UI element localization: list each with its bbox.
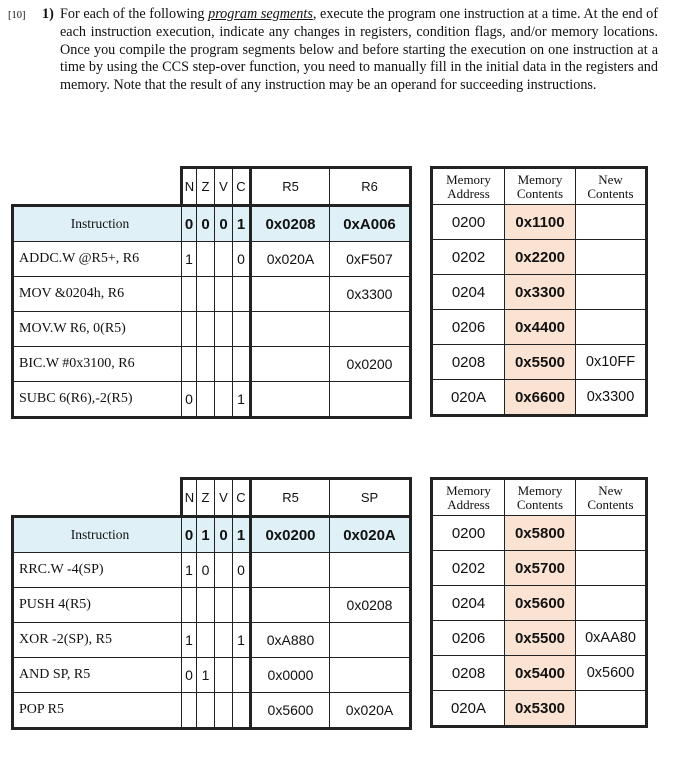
memory-contents-cell: 0x4400 [505,310,576,345]
instruction-cell: MOV &0204h, R6 [13,277,182,312]
flag-c-cell: 1 [233,382,251,418]
register-header: R6 [330,168,411,206]
register-header: R5 [251,168,330,206]
flag-n-cell [182,693,197,729]
memory-contents-header: Memory Contents [505,479,576,516]
new-contents-cell [576,586,647,621]
memory-address-cell: 0202 [432,240,505,275]
flag-header-c: C [233,168,251,206]
flag-n-cell: 0 [182,658,197,693]
flag-v-cell [215,588,233,623]
flag-c-cell: 1 [233,206,251,242]
flag-z-cell [197,588,215,623]
new-contents-header: New Contents [576,168,647,205]
new-contents-cell: 0xAA80 [576,621,647,656]
instruction-header: Instruction [13,206,182,242]
new-contents-cell [576,275,647,310]
register-cell [251,347,330,382]
flag-header-v: V [215,479,233,517]
flag-v-cell [215,277,233,312]
new-contents-cell: 0x3300 [576,380,647,416]
flag-c-cell [233,693,251,729]
memory-address-cell: 0206 [432,621,505,656]
memory-contents-cell: 0x6600 [505,380,576,416]
memory-contents-cell: 0x5500 [505,345,576,380]
memory-contents-cell: 0x5600 [505,586,576,621]
flag-c-cell [233,658,251,693]
register-header: R5 [251,479,330,517]
instruction-cell: SUBC 6(R6),-2(R5) [13,382,182,418]
memory-address-cell: 0204 [432,586,505,621]
instruction-cell: RRC.W -4(SP) [13,553,182,588]
memory-address-cell: 0202 [432,551,505,586]
memory-contents-cell: 0x2200 [505,240,576,275]
memory-contents-cell: 0x5700 [505,551,576,586]
question-emphasis: program segments [208,6,313,22]
memory-contents-cell: 0x5800 [505,516,576,551]
memory-address-cell: 0208 [432,656,505,691]
register-cell [251,553,330,588]
register-cell: 0x020A [330,517,411,553]
new-contents-cell [576,310,647,345]
register-cell [330,312,411,347]
register-cell [330,658,411,693]
memory-address-cell: 020A [432,380,505,416]
register-cell [251,588,330,623]
instruction-cell: PUSH 4(R5) [13,588,182,623]
register-cell [330,382,411,418]
register-cell [251,382,330,418]
flag-v-cell: 0 [215,206,233,242]
new-contents-cell: 0x10FF [576,345,647,380]
instruction-cell: ADDC.W @R5+, R6 [13,242,182,277]
flag-z-cell [197,623,215,658]
new-contents-cell [576,691,647,727]
instruction-cell: POP R5 [13,693,182,729]
flag-c-cell: 1 [233,623,251,658]
flag-z-cell [197,693,215,729]
memory-address-cell: 0208 [432,345,505,380]
flag-n-cell: 1 [182,553,197,588]
corner-blank [13,479,182,517]
register-cell: 0x0208 [330,588,411,623]
flag-c-cell [233,588,251,623]
register-cell [251,312,330,347]
segment2-memory-table [430,477,648,728]
memory-contents-cell: 0x5300 [505,691,576,727]
instruction-cell: AND SP, R5 [13,658,182,693]
register-cell: 0x020A [330,693,411,729]
flag-v-cell [215,347,233,382]
memory-address-header: Memory Address [432,479,505,516]
memory-address-cell: 0206 [432,310,505,345]
flag-header-v: V [215,168,233,206]
new-contents-header: New Contents [576,479,647,516]
register-cell [330,623,411,658]
flag-v-cell [215,623,233,658]
flag-v-cell [215,242,233,277]
register-cell: 0xF507 [330,242,411,277]
flag-n-cell: 0 [182,382,197,418]
memory-address-header: Memory Address [432,168,505,205]
instruction-cell: BIC.W #0x3100, R6 [13,347,182,382]
register-cell: 0x5600 [251,693,330,729]
flag-c-cell [233,312,251,347]
new-contents-cell: 0x5600 [576,656,647,691]
point-value: [10] [8,10,26,21]
flag-v-cell [215,553,233,588]
register-cell: 0xA006 [330,206,411,242]
new-contents-cell [576,516,647,551]
flag-n-cell: 0 [182,206,197,242]
question-text-end: , execute the program one instruction at a time. At the end of each instruction execution, indicate any changes in registers, condition flags, and/or memory locations. Once you compile the program segments below and before starting the execution on one instruction at a time by using the CCS step-over function, you need to manually fill in the initial data in the registers and memory. Note that the result of any instruction may be an operand for succeeding instructions. [60,6,658,94]
memory-contents-cell: 0x5400 [505,656,576,691]
segment1-register-table [11,166,412,419]
register-cell [330,553,411,588]
register-cell: 0x0208 [251,206,330,242]
flag-n-cell: 1 [182,242,197,277]
memory-contents-cell: 0x5500 [505,621,576,656]
flag-z-cell: 0 [197,553,215,588]
flag-v-cell [215,693,233,729]
memory-contents-cell: 0x3300 [505,275,576,310]
question-text-start: For each of the following [60,6,209,22]
flag-header-z: Z [197,479,215,517]
new-contents-cell [576,205,647,240]
register-cell: 0x3300 [330,277,411,312]
instruction-cell: MOV.W R6, 0(R5) [13,312,182,347]
memory-contents-cell: 0x1100 [505,205,576,240]
flag-header-n: N [182,168,197,206]
flag-header-n: N [182,479,197,517]
flag-z-cell [197,277,215,312]
flag-v-cell [215,312,233,347]
flag-n-cell [182,312,197,347]
flag-n-cell [182,588,197,623]
flag-n-cell [182,347,197,382]
flag-n-cell [182,277,197,312]
segment2-register-table [11,477,412,730]
flag-header-c: C [233,479,251,517]
flag-z-cell [197,347,215,382]
flag-v-cell [215,382,233,418]
flag-n-cell: 0 [182,517,197,553]
register-cell: 0x020A [251,242,330,277]
segment1-memory-table [430,166,648,417]
register-cell: 0x0000 [251,658,330,693]
flag-c-cell: 0 [233,242,251,277]
flag-z-cell: 0 [197,206,215,242]
instruction-header: Instruction [13,517,182,553]
flag-z-cell [197,312,215,347]
register-cell: 0x0200 [330,347,411,382]
memory-address-cell: 0200 [432,516,505,551]
memory-address-cell: 0200 [432,205,505,240]
question-text [60,6,658,95]
flag-z-cell [197,382,215,418]
new-contents-cell [576,551,647,586]
flag-c-cell: 1 [233,517,251,553]
flag-z-cell [197,242,215,277]
register-cell: 0x0200 [251,517,330,553]
flag-v-cell [215,658,233,693]
flag-z-cell: 1 [197,517,215,553]
flag-c-cell [233,347,251,382]
flag-z-cell: 1 [197,658,215,693]
instruction-cell: XOR -2(SP), R5 [13,623,182,658]
flag-n-cell: 1 [182,623,197,658]
memory-contents-header: Memory Contents [505,168,576,205]
register-cell: 0xA880 [251,623,330,658]
flag-c-cell [233,277,251,312]
corner-blank [13,168,182,206]
register-cell [251,277,330,312]
question-number: 1) [42,6,54,22]
memory-address-cell: 0204 [432,275,505,310]
new-contents-cell [576,240,647,275]
flag-header-z: Z [197,168,215,206]
flag-c-cell: 0 [233,553,251,588]
memory-address-cell: 020A [432,691,505,727]
register-header: SP [330,479,411,517]
flag-v-cell: 0 [215,517,233,553]
